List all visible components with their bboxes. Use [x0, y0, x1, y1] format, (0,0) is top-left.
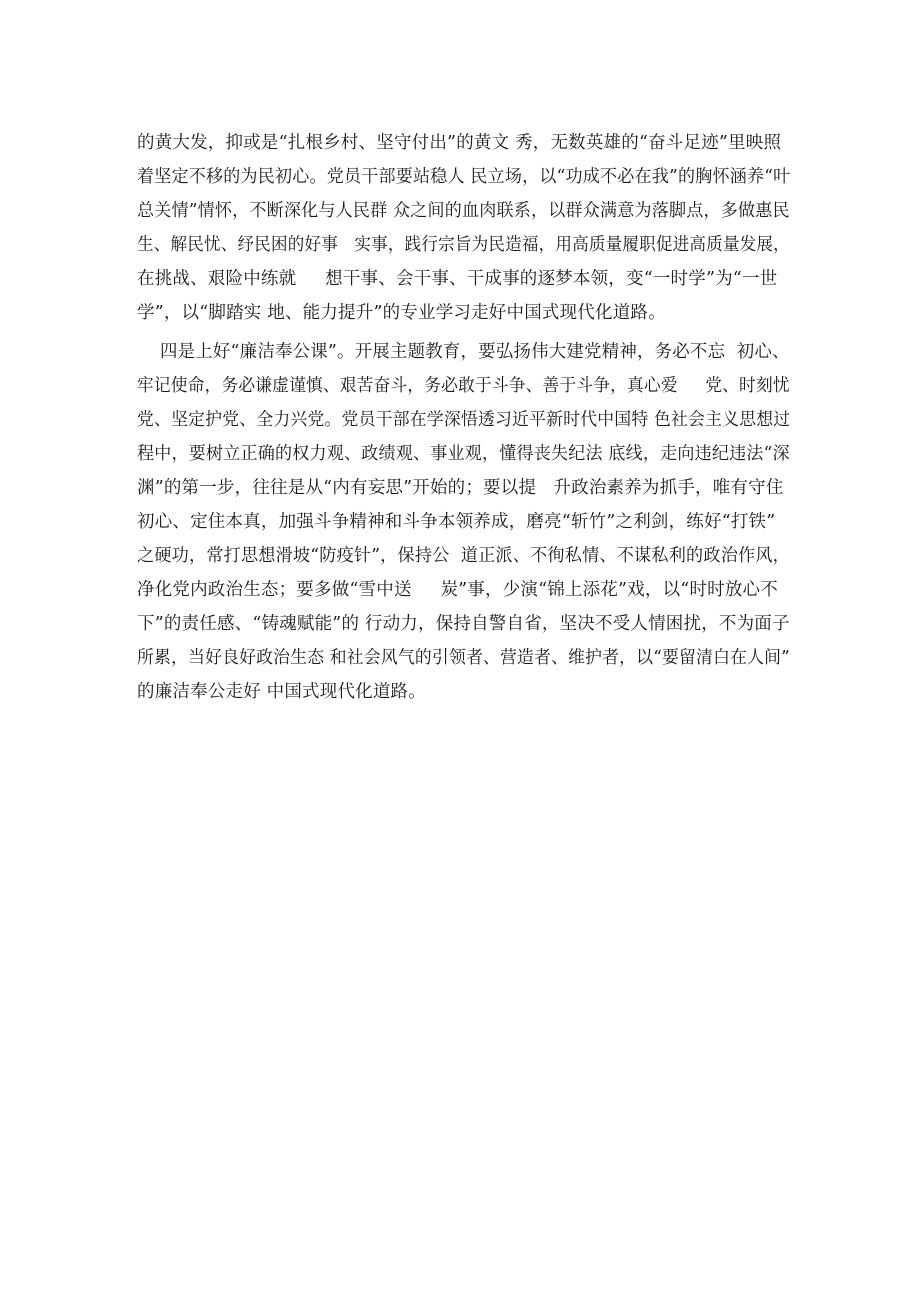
text-line: 所累，当好良好政治生态 和社会风气的引领者、营造者、维护者，以“要留清白在人间” [137, 648, 790, 668]
text-line: 着坚定不移的为民初心。党员干部要站稳人 民立场，以“功成不必在我”的胸怀涵养“叶 [137, 167, 791, 187]
text-line: 初心、定住本真，加强斗争精神和斗争本领养成，磨亮“斩竹”之利剑，练好“打铁” [137, 512, 776, 532]
text-line: 渊”的第一步，往往是从“内有妄思”开始的；要以提 升政治素养为抓手，唯有守住 [137, 478, 784, 498]
text-line: 程中，要树立正确的权力观、政绩观、事业观，懂得丧失纪法 底线，走向违纪违法“深 [137, 444, 790, 464]
text-line: 在挑战、艰险中练就 想干事、会干事、干成事的逐梦本领，变“一时学”为“一世 [137, 269, 778, 289]
text-line: 之硬功，常打思想滑坡“防疫针”，保持公 道正派、不徇私情、不谋私利的政治作风， [137, 546, 791, 566]
text-line: 生、解民忧、纾民困的好事 实事，践行宗旨为民造福，用高质量履职促进高质量发展， [137, 235, 790, 255]
text-line: 的黄大发，抑或是“扎根乡村、坚守付出”的黄文 秀，无数英雄的“奋斗足迹”里映照 [137, 133, 782, 153]
text-line: 下”的责任感、“铸魂赋能”的 行动力，保持自警自省，坚决不受人情困扰，不为面子 [137, 614, 790, 634]
text-line: 的廉洁奉公走好 中国式现代化道路。 [137, 682, 426, 702]
text-line: 净化党内政治生态；要多做“雪中送 炭”事，少演“锦上添花”戏，以“时时放心不 [137, 580, 778, 600]
text-line: 学”，以“脚踏实 地、能力提升”的专业学习走好中国式现代化道路。 [137, 303, 666, 323]
text-line: 总关情”情怀，不断深化与人民群 众之间的血肉联系，以群众满意为落脚点，多做惠民 [137, 201, 790, 221]
text-line: 牢记使命，务必谦虚谨慎、艰苦奋斗，务必敢于斗争、善于斗争，真心爱 党、时刻忧 [137, 376, 790, 396]
text-line: 党、坚定护党、全力兴党。党员干部在学深悟透习近平新时代中国特 色社会主义思想过 [137, 410, 791, 430]
text-line: 四是上好“廉洁奉公课”。开展主题教育，要弘扬伟大建党精神，务必不忘 初心、 [137, 342, 790, 362]
